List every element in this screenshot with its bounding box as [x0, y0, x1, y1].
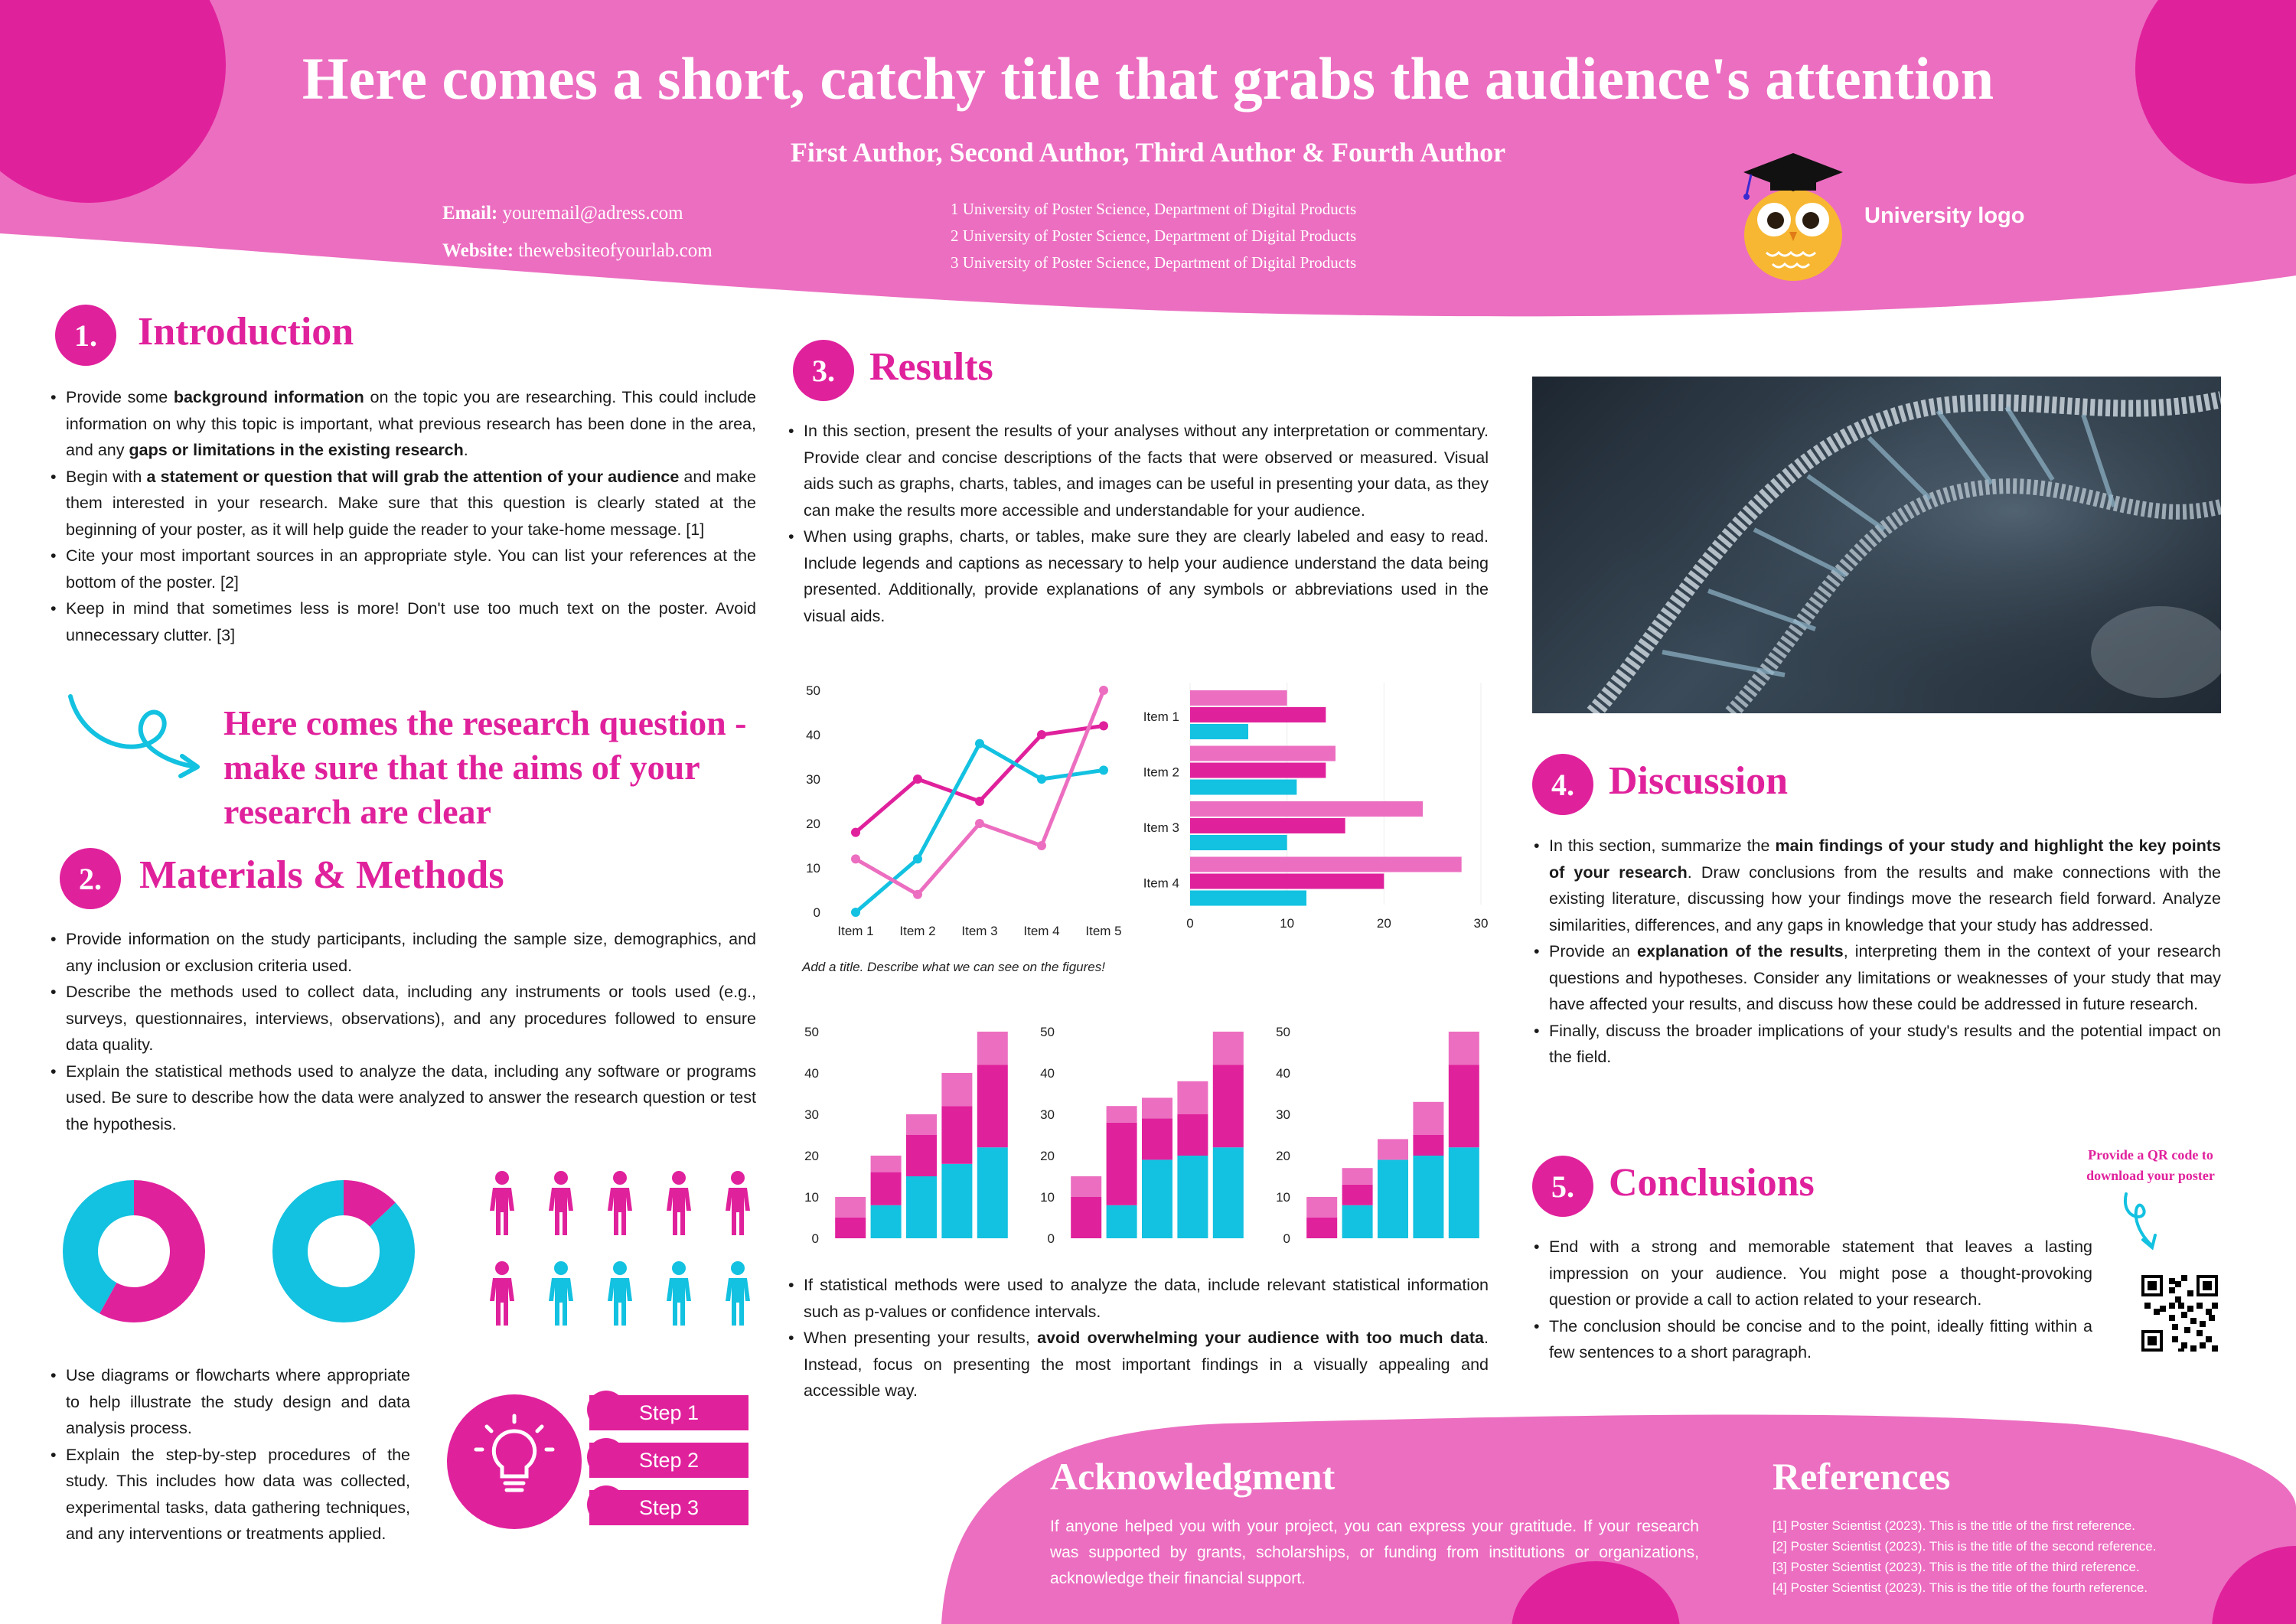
methods-bullet-2: • Describe the methods used to collect data, including any instruments or tools used (e.g., surveys, questionnaires, interviews, observations), and any procedures followed to ensure data quality.: [51, 979, 756, 1058]
stacked-bar-segment: [1342, 1168, 1373, 1185]
stack-y-tick: 20: [1040, 1149, 1055, 1163]
stacked-bar-segment: [977, 1065, 1008, 1147]
website-line: [442, 240, 713, 262]
methods-bullet-1: • Provide information on the study participants, including the sample size, demographics, and any inclusion or exclusion criteria used.: [51, 926, 756, 979]
stack-y-tick: 50: [804, 1025, 819, 1039]
donut-chart-2: [271, 1179, 416, 1324]
line-point: [913, 854, 922, 863]
hbar-bar: [1190, 724, 1248, 739]
research-question: Here comes the research question - make sure that the aims of your research are clear: [223, 703, 747, 831]
email-label: Email:: [442, 203, 498, 223]
step-1-box: Step 1: [589, 1395, 748, 1430]
stacked-bar-segment: [1449, 1065, 1479, 1147]
small-arrow-icon: [2120, 1191, 2166, 1260]
stacked-bar-segment: [1177, 1156, 1208, 1238]
person-icon: [490, 1261, 514, 1326]
stacked-bar-segment: [1107, 1123, 1137, 1205]
conclusions-bullet-1: • End with a strong and memorable statement that leaves a lasting impression on your audience. You might pose a thought-provoking question or provide a call to action related to your research.: [1534, 1234, 2092, 1313]
affiliation-3: 3 University of Poster Science, Department of Digital Products: [951, 253, 1357, 272]
conclusions-number: 5.: [1532, 1156, 1593, 1217]
stacked-bar-segment: [941, 1164, 972, 1238]
methods-number: 2.: [60, 848, 121, 909]
poster-title: Here comes a short, catchy title that grabs the audience's attention: [302, 45, 1994, 112]
conclusions-bullets: [1534, 1234, 2092, 1366]
dna-image: [1532, 377, 2221, 713]
stacked-bar-segment: [1378, 1139, 1408, 1159]
stack-y-tick: 10: [1040, 1190, 1055, 1205]
line-chart: [796, 673, 1133, 941]
horizontal-bar-chart: [1133, 673, 1492, 941]
university-logo-text: University logo: [1864, 204, 2025, 228]
stacked-bar-segment: [1142, 1159, 1172, 1238]
stacked-bar-segment: [871, 1205, 902, 1238]
results-bullet-3: • If statistical methods were used to analyze the data, include relevant statistical information such as p-values or confidence intervals.: [788, 1272, 1489, 1325]
intro-bullet-4: • Keep in mind that sometimes less is more! Don't use too much text on the poster. Avoid unnecessary clutter. [3]: [51, 595, 756, 648]
intro-bullets: [51, 384, 756, 648]
line-point: [975, 739, 984, 748]
hbar-x-tick: 30: [1473, 916, 1489, 931]
person-icon: [726, 1171, 750, 1235]
line-y-tick: 10: [806, 861, 820, 876]
hbar-x-tick: 0: [1186, 916, 1194, 931]
line-point: [1037, 730, 1046, 739]
discussion-title: Discussion: [1609, 759, 1789, 803]
acknowledgment-title: Acknowledgment: [1050, 1455, 1336, 1498]
stacked-bar-segment: [906, 1135, 937, 1176]
line-point: [1099, 765, 1108, 774]
line-x-tick: Item 5: [1085, 924, 1122, 938]
stacked-bar-segment: [1213, 1147, 1244, 1238]
results-bullet-1: • In this section, present the results of your analyses without any interpretation or commentary. Provide clear and concise descriptions of the facts that were observed or measured. Visual aids such as graphs, charts, tables, and images can be useful in presenting your data, as they can make the results more accessible and understandable for your audience.: [788, 418, 1489, 523]
affiliations: [951, 196, 1356, 276]
line-point: [851, 828, 860, 837]
stacked-bar-segment: [1213, 1032, 1244, 1065]
results-title: Results: [869, 345, 993, 389]
stacked-bar-segment: [906, 1176, 937, 1238]
step-2-box: Step 2: [589, 1443, 748, 1478]
reference-2: [2] Poster Scientist (2023). This is the title of the second reference.: [1773, 1539, 2157, 1554]
stack-y-tick: 10: [804, 1190, 819, 1205]
person-pictogram: [468, 1163, 759, 1339]
stacked-bar-segment: [977, 1147, 1008, 1238]
stacked-bar-segment: [1213, 1065, 1244, 1147]
hbar-y-tick: Item 4: [1143, 876, 1179, 891]
stacked-bar-segment: [1413, 1102, 1443, 1135]
hbar-bar: [1190, 690, 1287, 706]
line-point: [851, 854, 860, 863]
person-icon: [726, 1261, 750, 1326]
hbar-bar: [1190, 835, 1287, 850]
person-icon: [490, 1171, 514, 1235]
methods-bullet-4: • Use diagrams or flowcharts where appropriate to help illustrate the study design and data analysis process.: [51, 1362, 410, 1442]
results-number: 3.: [793, 340, 854, 401]
person-icon: [608, 1171, 632, 1235]
hbar-y-tick: Item 1: [1143, 709, 1179, 724]
email-line: [442, 203, 683, 224]
hbar-bar: [1190, 763, 1326, 778]
figure-caption: Add a title. Describe what we can see on the figures!: [802, 960, 1105, 974]
hbar-bar: [1190, 891, 1306, 906]
line-point: [913, 890, 922, 899]
affiliation-1: 1 University of Poster Science, Department of Digital Products: [951, 200, 1357, 218]
stacked-bar-segment: [835, 1197, 866, 1218]
hbar-bar: [1190, 707, 1326, 722]
methods-bullet-3: • Explain the statistical methods used to analyze the data, including any software or programs used. Be sure to describe how the data were analyzed to answer the research question or test the hypothesis.: [51, 1058, 756, 1138]
step-3-box: Step 3: [589, 1490, 748, 1525]
line-x-tick: Item 3: [961, 924, 998, 938]
line-y-tick: 50: [806, 683, 820, 698]
stack-y-tick: 50: [1276, 1025, 1290, 1039]
line-point: [975, 797, 984, 806]
stacked-bar-segment: [1449, 1147, 1479, 1238]
person-icon: [549, 1171, 573, 1235]
person-icon: [667, 1171, 691, 1235]
line-point: [975, 819, 984, 828]
hbar-y-tick: Item 3: [1143, 820, 1179, 835]
line-point: [1099, 721, 1108, 730]
stacked-bar-segment: [1413, 1156, 1443, 1238]
person-icon: [549, 1261, 573, 1326]
intro-bullet-2: • Begin with a statement or question that will grab the attention of your audience and make them interested in your research. Make sure that this question is clearly stated at the beginning of your poster, as it will help guide the reader to your take-home message. [1]: [51, 464, 756, 543]
stacked-bar-segment: [1142, 1118, 1172, 1159]
hbar-y-tick: Item 2: [1143, 765, 1179, 780]
line-point: [1099, 686, 1108, 695]
stacked-bar-segment: [1342, 1185, 1373, 1205]
conclusions-title: Conclusions: [1609, 1161, 1815, 1205]
references-list: [1773, 1515, 2156, 1598]
stacked-bar-segment: [1107, 1205, 1137, 1238]
stack-y-tick: 20: [804, 1149, 819, 1163]
line-x-tick: Item 4: [1023, 924, 1060, 938]
discussion-bullet-1: • In this section, summarize the main findings of your study and highlight the key points of your research. Draw conclusions from the results and make connections with the existing literature, discussing how your findings move the research field forward. Analyze similarities, differences, and any gaps in knowledge that your study has addressed.: [1534, 833, 2221, 938]
line-y-tick: 20: [806, 817, 820, 831]
stacked-bar-segment: [871, 1172, 902, 1205]
results-bullets: [788, 418, 1489, 629]
stacked-bar-segment: [1177, 1114, 1208, 1156]
stack-y-tick: 30: [1040, 1107, 1055, 1122]
stacked-bar-segment: [1378, 1159, 1408, 1238]
line-y-tick: 30: [806, 772, 820, 787]
website-label: Website:: [442, 240, 514, 261]
hbar-bar: [1190, 818, 1345, 833]
email-value[interactable]: youremail@adress.com: [502, 203, 683, 223]
person-icon: [667, 1261, 691, 1326]
website-value[interactable]: thewebsiteofyourlab.com: [518, 240, 713, 261]
intro-title: Introduction: [138, 310, 354, 354]
stacked-bar-segment: [1306, 1197, 1337, 1218]
stacked-bar-segment: [1142, 1097, 1172, 1118]
hbar-bar: [1190, 780, 1296, 795]
stack-y-tick: 40: [1276, 1066, 1290, 1081]
line-x-tick: Item 1: [837, 924, 874, 938]
stack-y-tick: 40: [1040, 1066, 1055, 1081]
author-list: First Author, Second Author, Third Author & Fourth Author: [790, 137, 1506, 168]
stack-y-tick: 0: [1283, 1231, 1290, 1246]
qr-code-icon[interactable]: [2141, 1275, 2218, 1352]
line-series-3: [856, 690, 1104, 895]
line-y-tick: 0: [813, 905, 820, 920]
stacked-bar-segment: [1449, 1032, 1479, 1065]
hbar-x-tick: 10: [1280, 916, 1295, 931]
stack-y-tick: 30: [804, 1107, 819, 1122]
methods-title: Materials & Methods: [139, 853, 504, 897]
hbar-bar: [1190, 801, 1423, 817]
discussion-number: 4.: [1532, 754, 1593, 815]
stack-y-tick: 10: [1276, 1190, 1290, 1205]
qr-instruction: Provide a QR code to download your poster: [2086, 1147, 2215, 1183]
stack-y-tick: 0: [1047, 1231, 1055, 1246]
reference-1: [1] Poster Scientist (2023). This is the title of the first reference.: [1773, 1518, 2136, 1533]
hbar-bar: [1190, 746, 1336, 761]
stacked-bar-segment: [835, 1218, 866, 1238]
acknowledgment-text: If anyone helped you with your project, you can express your gratitude. If your research was supported by grants, scholarships, or funding from institutions or organizations, acknowledge their financial support.: [1050, 1518, 1699, 1587]
stack-y-tick: 50: [1040, 1025, 1055, 1039]
stacked-bar-segment: [1413, 1135, 1443, 1156]
stacked-bar-segment: [941, 1106, 972, 1164]
hbar-bar: [1190, 874, 1384, 889]
stacked-bar-segment: [1342, 1205, 1373, 1238]
conclusions-bullet-2: • The conclusion should be concise and to the point, ideally fitting within a few sentences to a short paragraph.: [1534, 1313, 2092, 1366]
methods-bullet-5: • Explain the step-by-step procedures of the study. This includes how data was collected, experimental tasks, data gathering techniques, and any interventions or treatments applied.: [51, 1442, 410, 1547]
discussion-bullets: [1534, 833, 2221, 1071]
stacked-bar-segment: [1107, 1106, 1137, 1123]
stacked-bar-segment: [906, 1114, 937, 1135]
line-point: [1037, 841, 1046, 850]
owl-logo-icon: [1736, 149, 1851, 287]
stacked-bar-segment: [977, 1032, 1008, 1065]
stacked-bar-segment: [1071, 1197, 1101, 1238]
stacked-bar-segment: [941, 1073, 972, 1106]
intro-bullet-3: • Cite your most important sources in an appropriate style. You can list your references at the bottom of the poster. [2]: [51, 543, 756, 595]
stacked-bar-segment: [871, 1156, 902, 1172]
stack-y-tick: 40: [804, 1066, 819, 1081]
line-point: [1037, 774, 1046, 784]
references-title: References: [1773, 1455, 1951, 1498]
discussion-bullet-2: • Provide an explanation of the results, interpreting them in the context of your research questions and hypotheses. Consider any limitations or weaknesses of your study that may have affected your results, and discuss how these could be addressed in future research.: [1534, 938, 2221, 1018]
stacked-bar-chart-1: [796, 1018, 1026, 1247]
results-bullet-4: • When presenting your results, avoid overwhelming your audience with too much data. Instead, focus on presenting the most important findings in a visually appealing and accessible way.: [788, 1325, 1489, 1404]
reference-4: [4] Poster Scientist (2023). This is the title of the fourth reference.: [1773, 1580, 2148, 1595]
line-point: [913, 774, 922, 784]
line-point: [851, 908, 860, 917]
curly-arrow-icon: [67, 690, 205, 782]
stack-y-tick: 0: [811, 1231, 819, 1246]
affiliation-2: 2 University of Poster Science, Department of Digital Products: [951, 227, 1357, 245]
intro-bullet-1: • Provide some background information on the topic you are researching. This could include information on why this topic is important, what previous research has been done in the area, and any gaps or limitations in the existing research.: [51, 384, 756, 464]
hbar-x-tick: 20: [1376, 916, 1391, 931]
stacked-bar-segment: [1071, 1176, 1101, 1197]
stacked-bar-segment: [1306, 1218, 1337, 1238]
results-bullet-2: • When using graphs, charts, or tables, make sure they are clearly labeled and easy to read. Include legends and captions as necessary to help your audience understand the data being presented. Additionally, provide explanations of any symbols or abbreviations used in the visual aids.: [788, 523, 1489, 629]
line-y-tick: 40: [806, 728, 820, 742]
stack-y-tick: 20: [1276, 1149, 1290, 1163]
results-bullets-2: [788, 1272, 1489, 1404]
person-icon: [608, 1261, 632, 1326]
reference-3: [3] Poster Scientist (2023). This is the title of the third reference.: [1773, 1560, 2140, 1574]
discussion-bullet-3: • Finally, discuss the broader implications of your study's results and the potential impact on the field.: [1534, 1018, 2221, 1071]
stacked-bar-chart-3: [1267, 1018, 1497, 1247]
stacked-bar-chart-2: [1032, 1018, 1261, 1247]
line-x-tick: Item 2: [899, 924, 936, 938]
methods-bullets: [51, 926, 756, 1137]
hbar-bar: [1190, 857, 1462, 872]
stack-y-tick: 30: [1276, 1107, 1290, 1122]
intro-number: 1.: [55, 305, 116, 366]
donut-chart-1: [61, 1179, 207, 1324]
stacked-bar-segment: [1177, 1081, 1208, 1114]
